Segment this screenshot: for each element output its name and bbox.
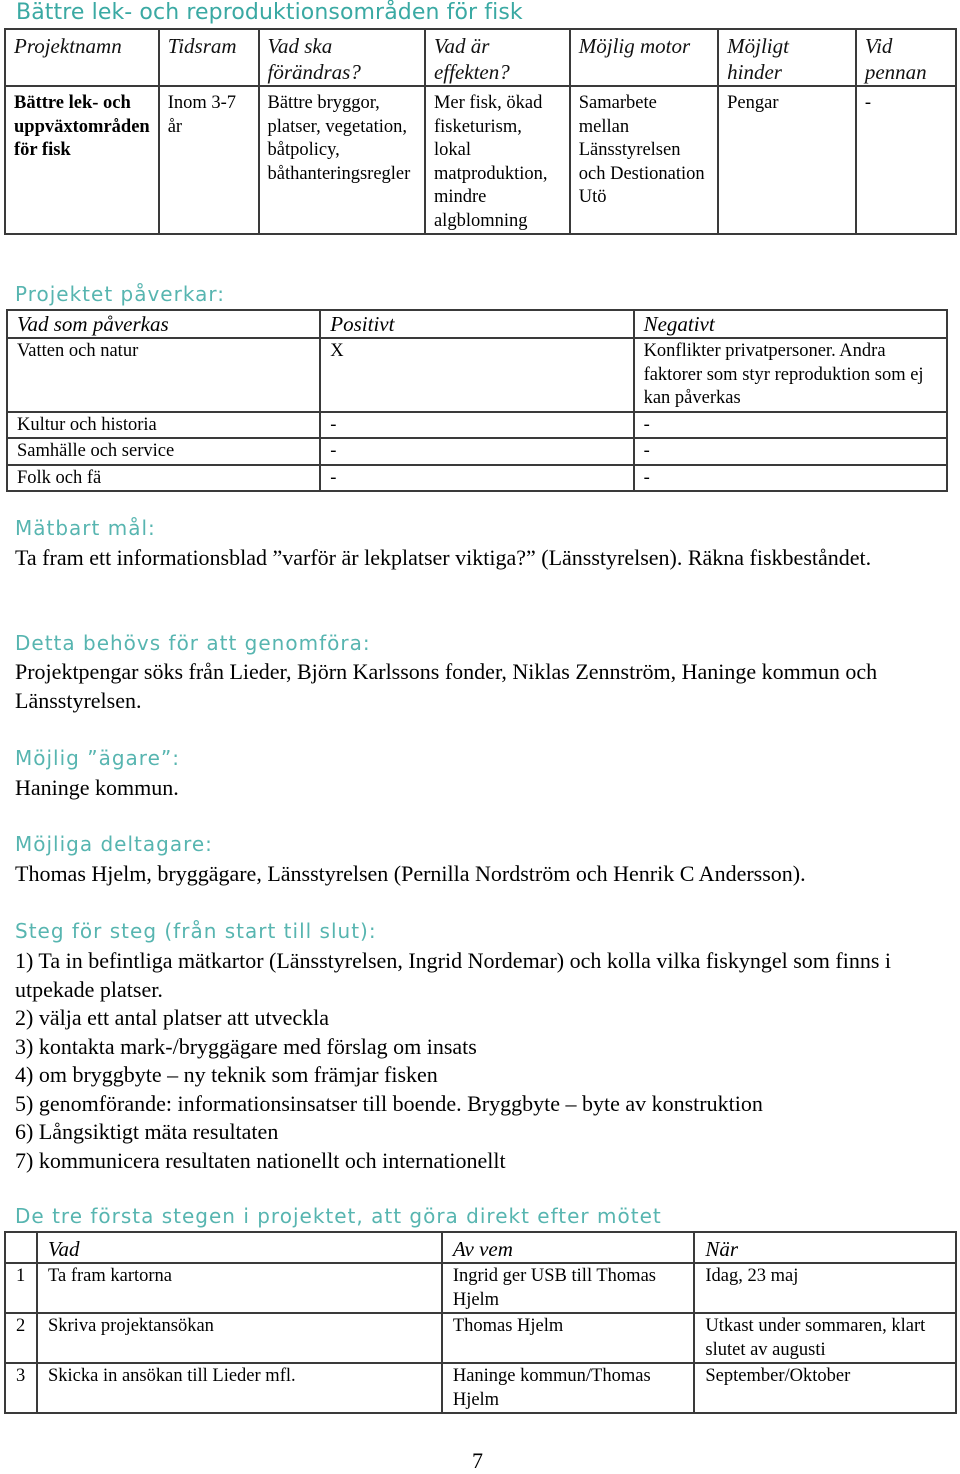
steps-table	[4, 1231, 957, 1414]
deltagare-heading: Möjliga deltagare:	[15, 832, 213, 856]
impact-heading: Projektet påverkar:	[15, 282, 225, 306]
steps-header-num	[5, 1232, 37, 1263]
steg-item: 6) Långsiktigt mäta resultaten	[15, 1119, 279, 1144]
steg-item: 5) genomförande: informationsinsatser till boende. Bryggbyte – byte av konstruktion	[15, 1090, 763, 1116]
impact-header-row	[7, 310, 947, 338]
impact-cell: Kultur och historia	[7, 412, 320, 439]
steps-cell: Ingrid ger USB till Thomas Hjelm	[442, 1263, 695, 1313]
cell-vad-ska-forandras: Bättre bryggor, platser, vegetation, båtpolicy, båthanteringsregler	[259, 86, 425, 234]
header-vad-ska-forandras: Vad ska förändras?	[259, 29, 425, 86]
impact-cell: Konflikter privatpersoner. Andra faktorer som styr reproduktion som ej kan påverkas	[634, 338, 947, 412]
behovs-heading: Detta behövs för att genomföra:	[15, 631, 371, 655]
impact-header-negativt: Negativt	[634, 310, 947, 338]
steps-row	[5, 1263, 956, 1313]
impact-cell: -	[320, 465, 633, 492]
impact-header-positivt: Positivt	[320, 310, 633, 338]
cell-mojlig-motor: Samarbete mellan Länsstyrelsen och Destionation Utö	[570, 86, 718, 234]
impact-cell: Vatten och natur	[7, 338, 320, 412]
impact-cell: -	[634, 438, 947, 465]
steps-header-row	[5, 1232, 956, 1263]
steps-cell-num: 1	[5, 1263, 37, 1313]
project-table	[4, 28, 957, 235]
steg-item: 1) Ta in befintliga mätkartor (Länsstyrelsen, Ingrid Nordemar) och kolla vilka fiskyngel som finns i utpekade platser.	[15, 948, 892, 1002]
project-table-header-row	[5, 29, 956, 86]
matbart-heading: Mätbart mål:	[15, 516, 156, 540]
impact-row	[7, 438, 947, 465]
cell-mojligt-hinder: Pengar	[718, 86, 856, 234]
impact-cell: -	[320, 438, 633, 465]
impact-cell: -	[634, 412, 947, 439]
impact-cell: -	[320, 412, 633, 439]
impact-cell: Folk och fä	[7, 465, 320, 492]
steps-header-av-vem: Av vem	[442, 1232, 695, 1263]
steg-item: 4) om bryggbyte – ny teknik som främjar fisken	[15, 1062, 438, 1087]
steps-cell: Ta fram kartorna	[37, 1263, 442, 1313]
steps-cell: September/Oktober	[694, 1363, 956, 1413]
header-projektnamn: Projektnamn	[5, 29, 159, 86]
agare-heading: Möjlig ”ägare”:	[15, 746, 180, 770]
project-table-row	[5, 86, 956, 234]
header-vid-pennan: Vid pennan	[856, 29, 956, 86]
impact-row	[7, 338, 947, 412]
steps-header-nar: När	[694, 1232, 956, 1263]
behovs-text: Projektpengar söks från Lieder, Björn Karlssons fonder, Niklas Zennström, Haninge kommun och Länsstyrelsen.	[15, 659, 878, 713]
deltagare-text: Thomas Hjelm, bryggägare, Länsstyrelsen (Pernilla Nordström och Henrik C Andersson).	[15, 861, 806, 886]
steg-list	[15, 947, 950, 1175]
steps-row	[5, 1363, 956, 1413]
page-number: 7	[472, 1448, 483, 1473]
page-title: Bättre lek- och reproduktionsområden för fisk	[16, 0, 523, 25]
header-mojligt-hinder: Möjligt hinder	[718, 29, 856, 86]
header-vad-ar-effekten: Vad är effekten?	[425, 29, 570, 86]
tre-steg-heading: De tre första stegen i projektet, att göra direkt efter mötet	[15, 1204, 662, 1228]
steg-item: 7) kommunicera resultaten nationellt och internationellt	[15, 1147, 506, 1173]
impact-row	[7, 465, 947, 492]
steg-heading: Steg för steg (från start till slut):	[15, 919, 377, 943]
steps-cell-num: 2	[5, 1313, 37, 1363]
header-tidsram: Tidsram	[159, 29, 259, 86]
impact-table	[6, 309, 948, 492]
agare-text: Haninge kommun.	[15, 775, 179, 800]
steps-cell: Haninge kommun/Thomas Hjelm	[442, 1363, 695, 1413]
impact-header-vad: Vad som påverkas	[7, 310, 320, 338]
impact-cell: X	[320, 338, 633, 412]
cell-vid-pennan: -	[856, 86, 956, 234]
impact-cell: Samhälle och service	[7, 438, 320, 465]
steps-cell-num: 3	[5, 1363, 37, 1413]
steps-cell: Utkast under sommaren, klart slutet av augusti	[694, 1313, 956, 1363]
matbart-text: Ta fram ett informationsblad ”varför är lekplatser viktiga?” (Länsstyrelsen). Räkna fiskbeståndet.	[15, 545, 872, 570]
cell-tidsram: Inom 3-7 år	[159, 86, 259, 234]
steps-header-vad: Vad	[37, 1232, 442, 1263]
steps-cell: Skicka in ansökan till Lieder mfl.	[37, 1363, 442, 1413]
steps-row	[5, 1313, 956, 1363]
impact-row	[7, 412, 947, 439]
header-mojlig-motor: Möjlig motor	[570, 29, 718, 86]
steg-item: 3) kontakta mark-/bryggägare med förslag om insats	[15, 1033, 477, 1059]
impact-cell: -	[634, 465, 947, 492]
steps-cell: Idag, 23 maj	[694, 1263, 956, 1313]
cell-projektnamn: Bättre lek- och uppväxtområden för fisk	[5, 86, 159, 234]
steps-cell: Skriva projektansökan	[37, 1313, 442, 1363]
steps-cell: Thomas Hjelm	[442, 1313, 695, 1363]
cell-vad-ar-effekten: Mer fisk, ökad fisketurism, lokal matproduktion, mindre algblomning	[425, 86, 570, 234]
steg-item: 2) välja ett antal platser att utveckla	[15, 1005, 329, 1030]
